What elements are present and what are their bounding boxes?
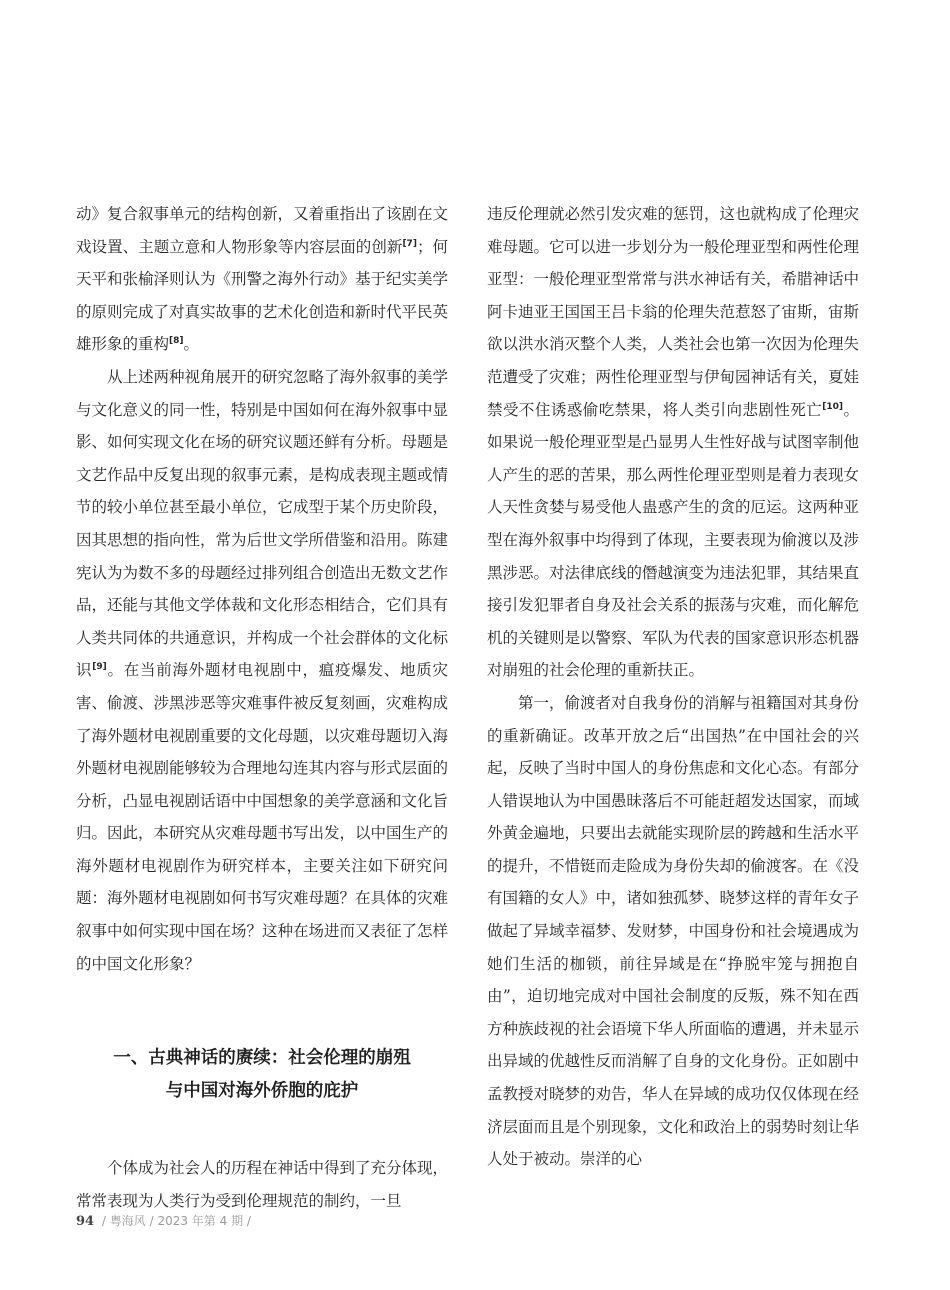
citation-ref: [7] [402,238,417,249]
citation-ref: [9] [92,662,107,673]
page-footer [76,1212,251,1229]
left-column [76,198,448,1217]
journal-info: / 粤海风 / 2023 年第 4 期 / [101,1214,251,1228]
citation-ref: [10] [822,401,844,412]
paragraph: 动》复合叙事单元的结构创新，又着重指出了该剧在文戏设置、主题立意和人物形象等内容层面的创新[7]；何天平和张榆泽则认为《刑警之海外行动》基于纪实美学的原则完成了对真实故事的艺术化创造和新时代平民英雄形象的重构[8]。 [76,205,449,354]
right-column [487,198,859,1176]
paragraph: 个体成为社会人的历程在神话中得到了充分体现，常常表现为人类行为受到伦理规范的制约，一旦 [76,1159,449,1210]
section-heading: 一、古典神话的赓续：社会伦理的崩殂 与中国对海外侨胞的庇护 [113,1048,411,1102]
paragraph: 从上述两种视角展开的研究忽略了海外叙事的美学与文化意义的同一性，特别是中国如何在海外叙事中显影、如何实现文化在场的研究议题还鲜有分析。母题是文艺作品中反复出现的叙事元素，是构成表现主题或情节的较小单位甚至最小单位，它成型于某个历史阶段，因其思想的指向性，常为后世文学所借鉴和沿用。陈建宪认为为数不多的母题经过排列组合创造出无数文艺作品，还能与其他文学体裁和文化形态相结合，它们具有人类共同体的共通意识，并构成一个社会群体的文化标识[9]。在当前海外题材电视剧中，瘟疫爆发、地质灾害、偷渡、涉黑涉恶等灾难事件被反复刻画，灾难构成了海外题材电视剧重要的文化母题，以灾难母题切入海外题材电视剧能够较为合理地勾连其内容与形式层面的分析，凸显电视剧话语中中国想象的美学意涵和文化旨归。因此，本研究从灾难母题书写出发，以中国生产的海外题材电视剧作为研究样本，主要关注如下研究问题：海外题材电视剧如何书写灾难母题？在具体的灾难叙事中如何实现中国在场？这种在场进而又表征了怎样的中国文化形象？ [76,367,449,973]
paragraph: 第一，偷渡者对自我身份的消解与祖籍国对其身份的重新确证。改革开放之后“出国热”在中国社会的兴起，反映了当时中国人的身份焦虑和文化心态。有部分人错误地认为中国愚昧落后不可能赶超发达国家，而域外黄金遍地，只要出去就能实现阶层的跨越和生活水平的提升，不惜铤而走险成为身份失却的偷渡客。在《没有国籍的女人》中，诸如独孤梦、晓梦这样的青年女子做起了异域幸福梦、发财梦，中国身份和社会境遇成为她们生活的枷锁，前往异域是在“挣脱牢笼与拥抱自由”，迫切地完成对中国社会制度的反叛，殊不知在西方种族歧视的社会语境下华人所面临的遭遇，并未显示出异域的优越性反而消解了自身的文化身份。正如剧中孟教授对晓梦的劝告，华人在异域的成功仅仅体现在经济层面而且是个别现象，文化和政治上的弱势时刻让华人处于被动。崇洋的心 [487,693,860,1169]
paragraph: 违反伦理就必然引发灾难的惩罚，这也就构成了伦理灾难母题。它可以进一步划分为一般伦理亚型和两性伦理亚型：一般伦理亚型常常与洪水神话有关，希腊神话中阿卡迪亚王国国王吕卡翁的伦理失范惹怒了宙斯，宙斯欲以洪水消灭整个人类，人类社会也第一次因为伦理失范遭受了灾难；两性伦理亚型与伊甸园神话有关，夏娃禁受不住诱惑偷吃禁果，将人类引向悲剧性死亡[10]。如果说一般伦理亚型是凸显男人生性好战与试图宰制他人产生的恶的苦果，那么两性伦理亚型则是着力表现女人天性贪婪与易受他人蛊惑产生的贪的厄运。这两种亚型在海外叙事中均得到了体现，主要表现为偷渡以及涉黑涉恶。对法律底线的僭越演变为违法犯罪，其结果直接引发犯罪者自身及社会关系的振荡与灾难，而化解危机的关键则是以警察、军队为代表的国家意识形态机器对崩殂的社会伦理的重新扶正。 [487,205,860,680]
citation-ref: [8] [169,336,184,347]
page-number: 94 [76,1214,95,1229]
